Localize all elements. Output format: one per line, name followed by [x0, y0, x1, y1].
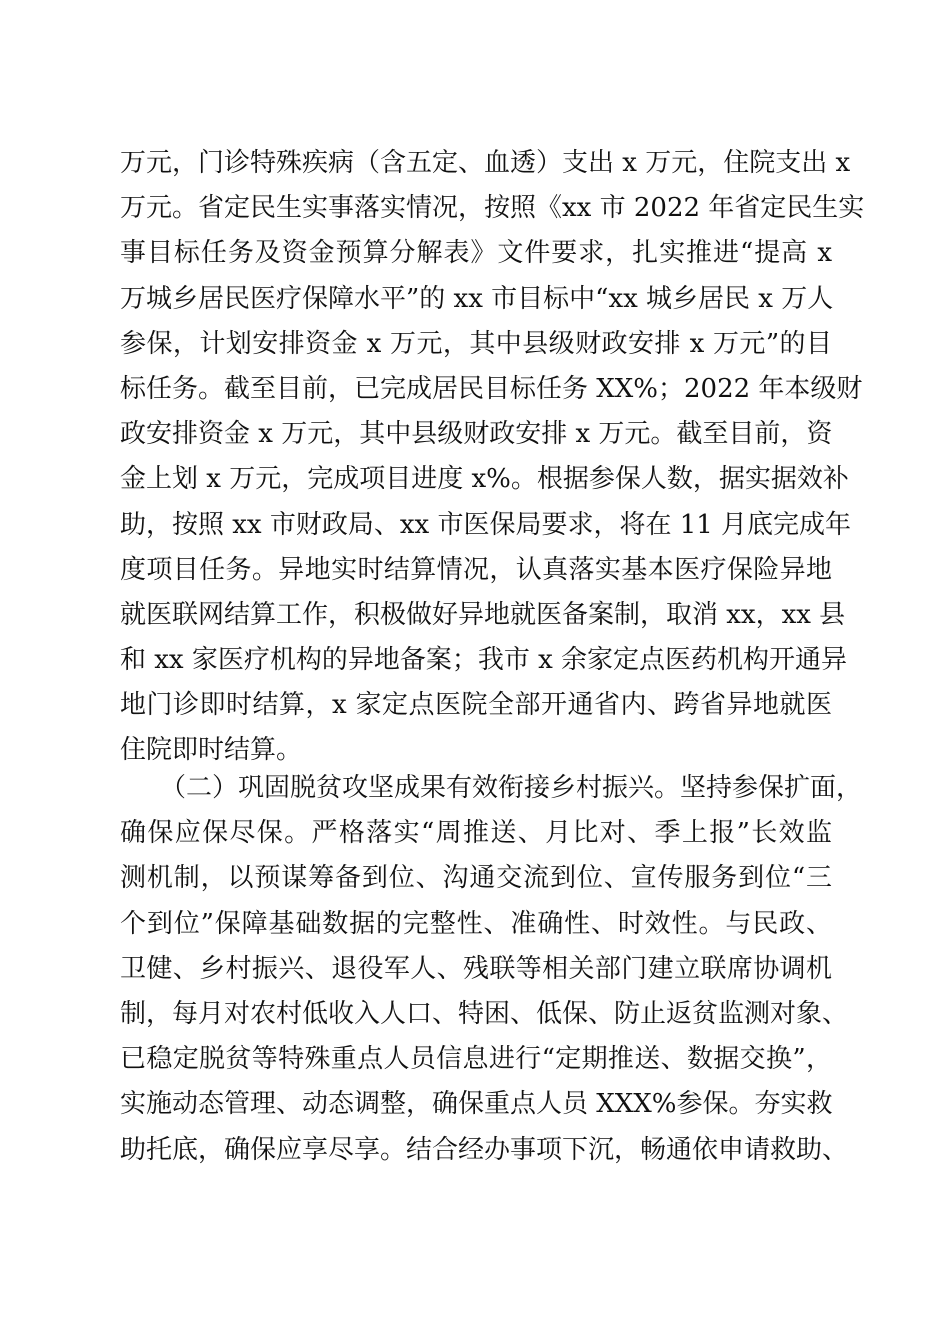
- section-heading-line: （二）巩固脱贫攻坚成果有效衔接乡村振兴。坚持参保扩面，: [160, 773, 863, 803]
- text-line: 个到位”保障基础数据的完整性、准确性、时效性。与民政、: [120, 908, 832, 939]
- text-line: 助，按照 xx 市财政局、xx 市医保局要求，将在 11 月底完成年: [120, 509, 852, 540]
- text-line: 卫健、乡村振兴、退役军人、残联等相关部门建立联席协调机: [120, 953, 832, 984]
- text-line: 度项目任务。异地实时结算情况，认真落实基本医疗保险异地: [120, 554, 832, 585]
- text-line: 万元，门诊特殊疾病（含五定、血透）支出 x 万元，住院支出 x: [120, 148, 851, 178]
- text-line: 已稳定脱贫等特殊重点人员信息进行“定期推送、数据交换”，: [120, 1044, 832, 1075]
- text-line: 实施动态管理、动态调整，确保重点人员 XXX%参保。夯实救: [120, 1089, 833, 1120]
- text-line: 测机制，以预谋筹备到位、沟通交流到位、宣传服务到位“三: [120, 863, 832, 894]
- text-line: 制，每月对农村低收入人口、特困、低保、防止返贫监测对象、: [120, 998, 849, 1029]
- paragraph-poverty-alleviation: [120, 766, 863, 1173]
- text-line: 万城乡居民医疗保障水平”的 xx 市目标中“xx 城乡居民 x 万人: [120, 283, 834, 314]
- text-line: 地门诊即时结算，x 家定点医院全部开通省内、跨省异地就医: [120, 690, 832, 721]
- text-line: 住院即时结算。: [120, 735, 303, 766]
- text-line: 政安排资金 x 万元，其中县级财政安排 x 万元。截至目前，资: [120, 419, 833, 450]
- text-line: 事目标任务及资金预算分解表》文件要求，扎实推进“提高 x: [120, 238, 832, 269]
- text-line: 就医联网结算工作，积极做好异地就医备案制，取消 xx，xx 县: [120, 599, 846, 630]
- text-line: 标任务。截至目前，已完成居民目标任务 XX%；2022 年本级财: [120, 373, 863, 404]
- text-line: 万元。省定民生实事落实情况，按照《xx 市 2022 年省定民生实: [120, 193, 865, 224]
- text-line: 金上划 x 万元，完成项目进度 x%。根据参保人数，据实据效补: [120, 464, 849, 495]
- text-line: 助托底，确保应享尽享。结合经办事项下沉，畅通依申请救助、: [120, 1134, 849, 1165]
- text-line: 和 xx 家医疗机构的异地备案；我市 x 余家定点医药机构开通异: [120, 645, 848, 676]
- text-line: 确保应保尽保。严格落实“周推送、月比对、季上报”长效监: [120, 818, 832, 849]
- text-line: 参保，计划安排资金 x 万元，其中县级财政安排 x 万元”的目: [120, 328, 832, 359]
- paragraph-medical-insurance: [120, 141, 865, 774]
